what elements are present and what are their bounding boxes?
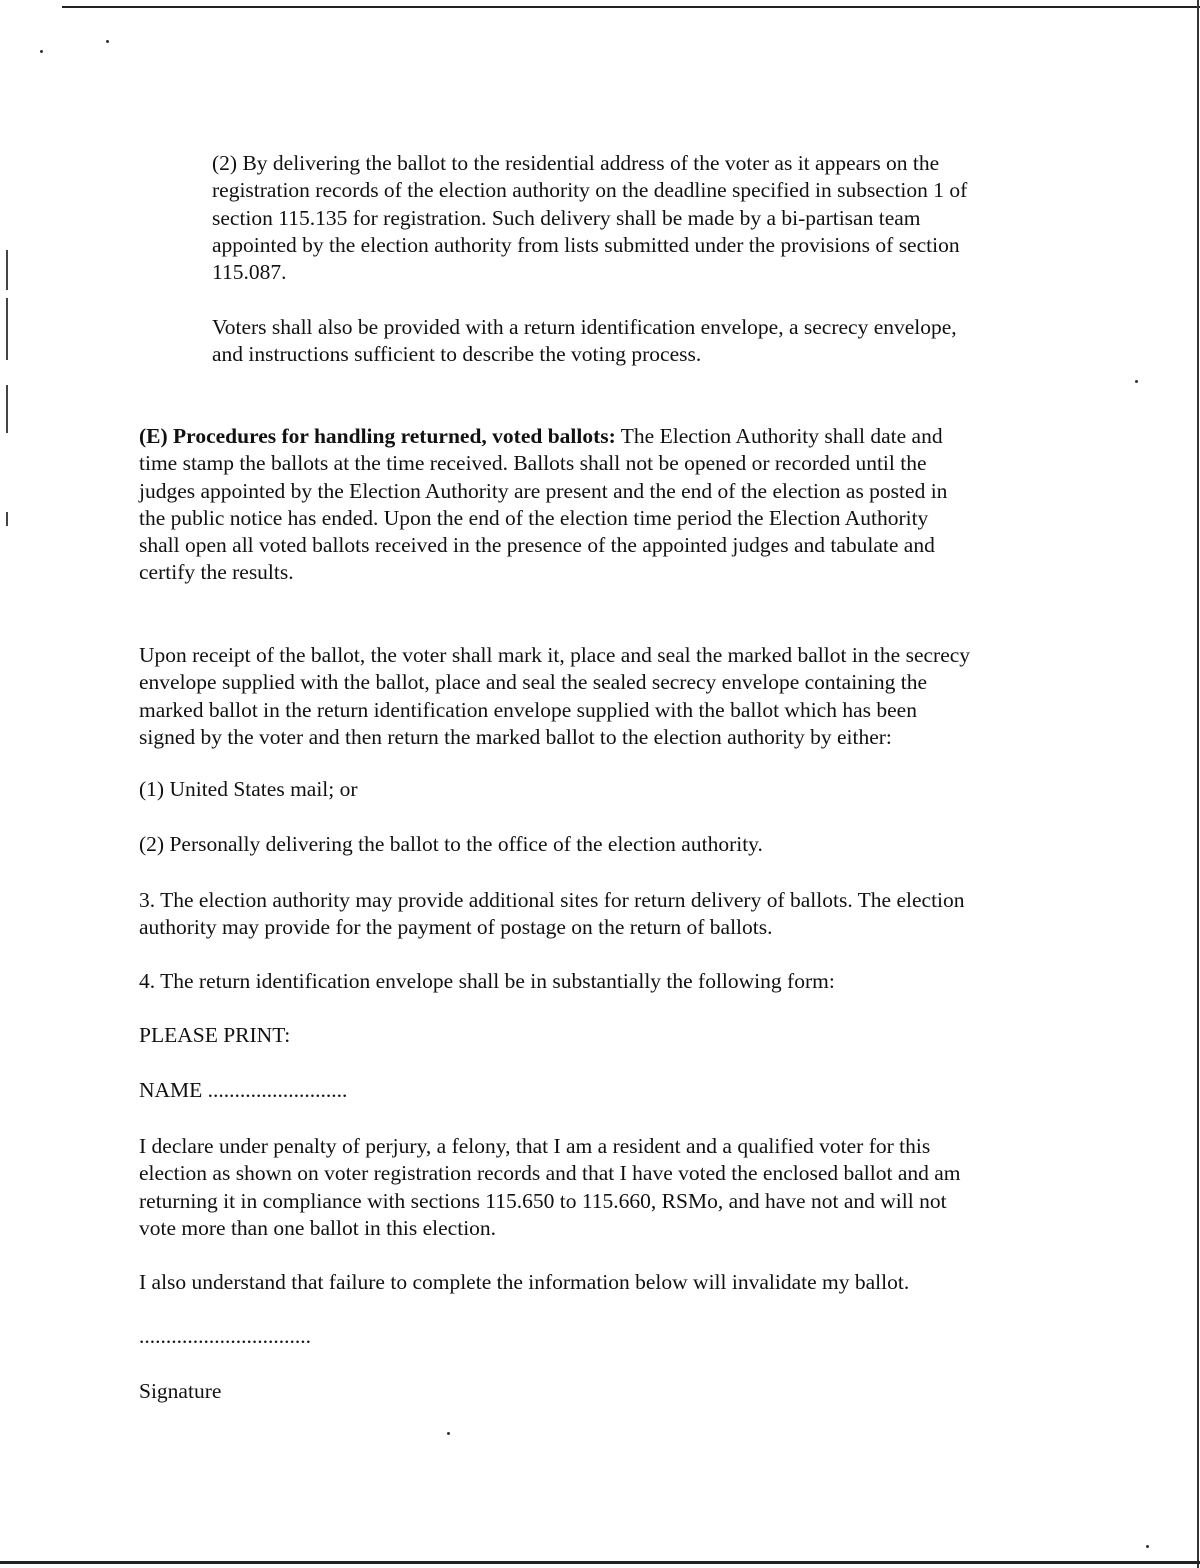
text-line: signed by the voter and then return the marked ballot to the election authority by either: bbox=[139, 724, 892, 749]
text-line: certify the results. bbox=[139, 560, 294, 585]
text-line: 115.087. bbox=[212, 260, 287, 285]
text-line: the public notice has ended. Upon the end of the election time period the Election Authority bbox=[139, 505, 929, 530]
paragraph-voters-provided bbox=[212, 314, 957, 369]
scan-speck bbox=[1135, 380, 1138, 383]
text-line bbox=[139, 423, 947, 450]
declaration-paragraph bbox=[139, 1133, 961, 1242]
text-line: shall open all voted ballots received in the presence of the appointed judges and tabulate and bbox=[139, 533, 935, 558]
signature-label: Signature bbox=[139, 1379, 222, 1403]
text-line: vote more than one ballot in this election. bbox=[139, 1215, 497, 1240]
understand-paragraph: I also understand that failure to complete the information below will invalidate my ballot. bbox=[139, 1270, 910, 1294]
section-e-first-line: The Election Authority shall date and bbox=[615, 424, 943, 448]
margin-mark bbox=[6, 385, 8, 433]
text-line: authority may provide for the payment of postage on the return of ballots. bbox=[139, 915, 773, 940]
scan-border-top bbox=[62, 6, 1200, 8]
scan-border-right bbox=[1197, 0, 1199, 1568]
text-line: appointed by the election authority from lists submitted under the provisions of section bbox=[212, 232, 960, 257]
text-line: marked ballot in the return identification envelope supplied with the ballot which has been bbox=[139, 697, 917, 722]
margin-mark bbox=[6, 512, 8, 526]
option-1: (1) United States mail; or bbox=[139, 777, 358, 801]
text-line: election as shown on voter registration records and that I have voted the enclosed ballot and am bbox=[139, 1161, 961, 1186]
paragraph-item-4: 4. The return identification envelope shall be in substantially the following form: bbox=[139, 969, 835, 993]
scan-speck bbox=[1146, 1545, 1149, 1548]
text-line: I declare under penalty of perjury, a felony, that I am a resident and a qualified voter for this bbox=[139, 1134, 931, 1158]
text-line: Voters shall also be provided with a return identification envelope, a secrecy envelope, bbox=[212, 315, 957, 339]
section-e-heading: (E) Procedures for handling returned, voted ballots: bbox=[139, 424, 616, 448]
scan-speck bbox=[447, 1432, 450, 1435]
margin-mark bbox=[6, 250, 8, 290]
scan-border-bottom bbox=[0, 1561, 1200, 1564]
text-line: time stamp the ballots at the time received. Ballots shall not be opened or recorded until the bbox=[139, 451, 927, 476]
text-line: 3. The election authority may provide additional sites for return delivery of ballots. The election bbox=[139, 888, 965, 912]
paragraph-item-3 bbox=[139, 887, 965, 942]
margin-mark bbox=[6, 298, 8, 360]
text-line: registration records of the election authority on the deadline specified in subsection 1 of bbox=[212, 178, 968, 203]
text-line: section 115.135 for registration. Such delivery shall be made by a bi-partisan team bbox=[212, 205, 921, 230]
signature-line: ................................ bbox=[139, 1324, 311, 1348]
section-e-paragraph bbox=[139, 423, 947, 587]
name-field-line: NAME .......................... bbox=[139, 1078, 348, 1102]
text-line: judges appointed by the Election Authority are present and the end of the election as posted in bbox=[139, 478, 948, 503]
please-print-label: PLEASE PRINT: bbox=[139, 1023, 291, 1047]
text-line: envelope supplied with the ballot, place and seal the sealed secrecy envelope containing the bbox=[139, 670, 928, 695]
scan-speck bbox=[40, 50, 43, 53]
text-line: returning it in compliance with sections 115.650 to 115.660, RSMo, and have not and will not bbox=[139, 1188, 947, 1213]
text-line: and instructions sufficient to describe the voting process. bbox=[212, 342, 702, 367]
scan-speck bbox=[106, 40, 109, 43]
text-line: Upon receipt of the ballot, the voter shall mark it, place and seal the marked ballot in the secrecy bbox=[139, 643, 971, 667]
text-line: (2) By delivering the ballot to the residential address of the voter as it appears on the bbox=[212, 151, 940, 175]
paragraph-upon-receipt bbox=[139, 642, 970, 751]
indented-paragraph-item-2 bbox=[212, 150, 967, 286]
option-2: (2) Personally delivering the ballot to the office of the election authority. bbox=[139, 832, 763, 856]
